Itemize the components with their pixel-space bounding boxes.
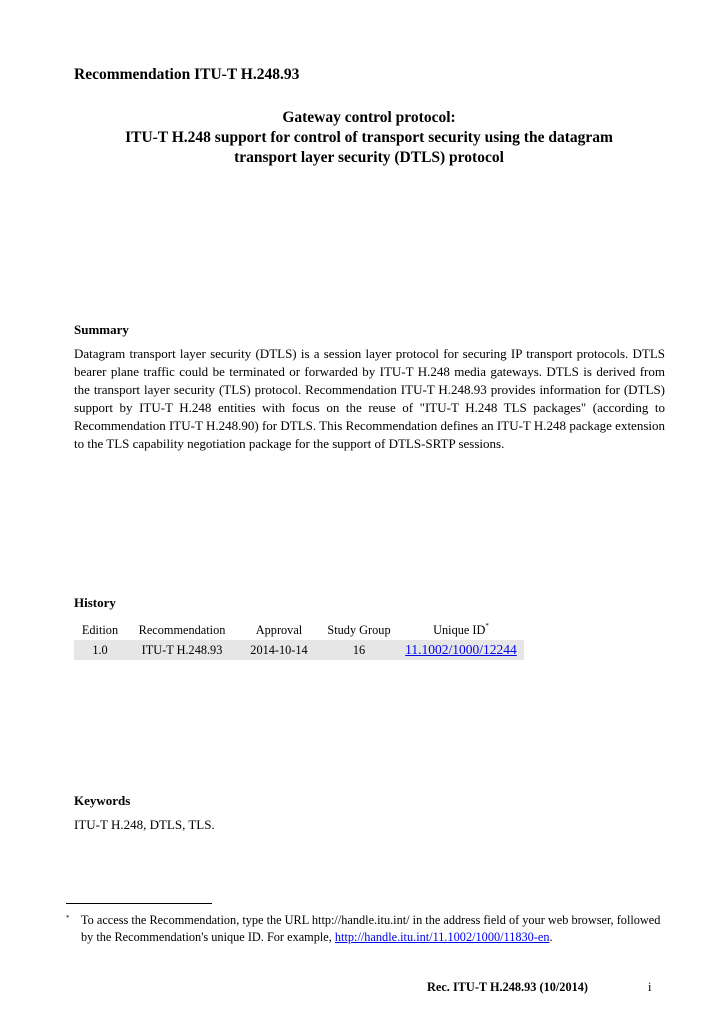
title-line-2: ITU-T H.248 support for control of transport security using the datagram	[125, 129, 613, 146]
table-row	[74, 640, 524, 660]
col-study-group-header: Study Group	[327, 622, 391, 637]
footnote	[66, 912, 666, 946]
footnote-reference: *	[485, 622, 489, 630]
title-line-3: transport layer security (DTLS) protocol	[234, 149, 504, 166]
summary-heading: Summary	[74, 322, 129, 337]
history-heading: History	[74, 595, 116, 610]
col-unique-id-header	[398, 620, 524, 640]
unique-id-link[interactable]: 11.1002/1000/12244	[405, 642, 517, 657]
history-table	[74, 620, 524, 660]
recommendation-label: Recommendation ITU-T H.248.93	[74, 66, 300, 83]
document-title	[74, 108, 664, 168]
keywords-list: ITU-T H.248, DTLS, TLS.	[74, 817, 215, 832]
summary-paragraph: Datagram transport layer security (DTLS) is a session layer protocol for securing IP transport protocols. DTLS bearer plane traffic could be terminated or forwarded by ITU-T H.248 media gateways. DTLS is derived from the transport layer security (TLS) protocol. Recommendation ITU-T H.248.93 provides information for (DTLS) support by ITU-T H.248 entities with focus on the reuse of "ITU-T H.248 TLS packages" (according to Recommendation ITU-T H.248.90) for DTLS. This Recommendation defines an ITU-T H.248 package extension to the TLS capability negotiation package for the support of DTLS-SRTP sessions.	[74, 346, 665, 451]
footnote-text-after: .	[549, 930, 553, 944]
cell-approval: 2014-10-14	[238, 640, 320, 660]
col-recommendation-header: Recommendation	[138, 622, 226, 637]
col-edition-header: Edition	[81, 622, 119, 637]
unique-id-label: Unique ID	[433, 623, 486, 637]
footnote-text-before: To access the Recommendation, type the URL http://handle.itu.int/ in the address field of your web browser, followed by the Recommendation's unique ID. For example,	[81, 913, 661, 944]
footnote-example-link[interactable]: http://handle.itu.int/11.1002/1000/11830-en	[334, 930, 550, 944]
history-header-row	[74, 620, 524, 640]
col-approval-header: Approval	[255, 622, 303, 637]
footnote-text	[81, 912, 666, 946]
footer-doc-reference: Rec. ITU-T H.248.93 (10/2014)	[427, 980, 588, 994]
keywords-heading: Keywords	[74, 793, 131, 808]
summary-text	[74, 345, 665, 453]
cell-study-group: 16	[320, 640, 398, 660]
cell-unique-id	[398, 640, 524, 660]
title-line-1: Gateway control protocol:	[282, 109, 456, 126]
footnote-mark: *	[66, 914, 70, 922]
page-number: i	[648, 980, 652, 994]
footnote-separator	[66, 903, 212, 904]
cell-edition: 1.0	[74, 640, 126, 660]
cell-recommendation: ITU-T H.248.93	[126, 640, 238, 660]
